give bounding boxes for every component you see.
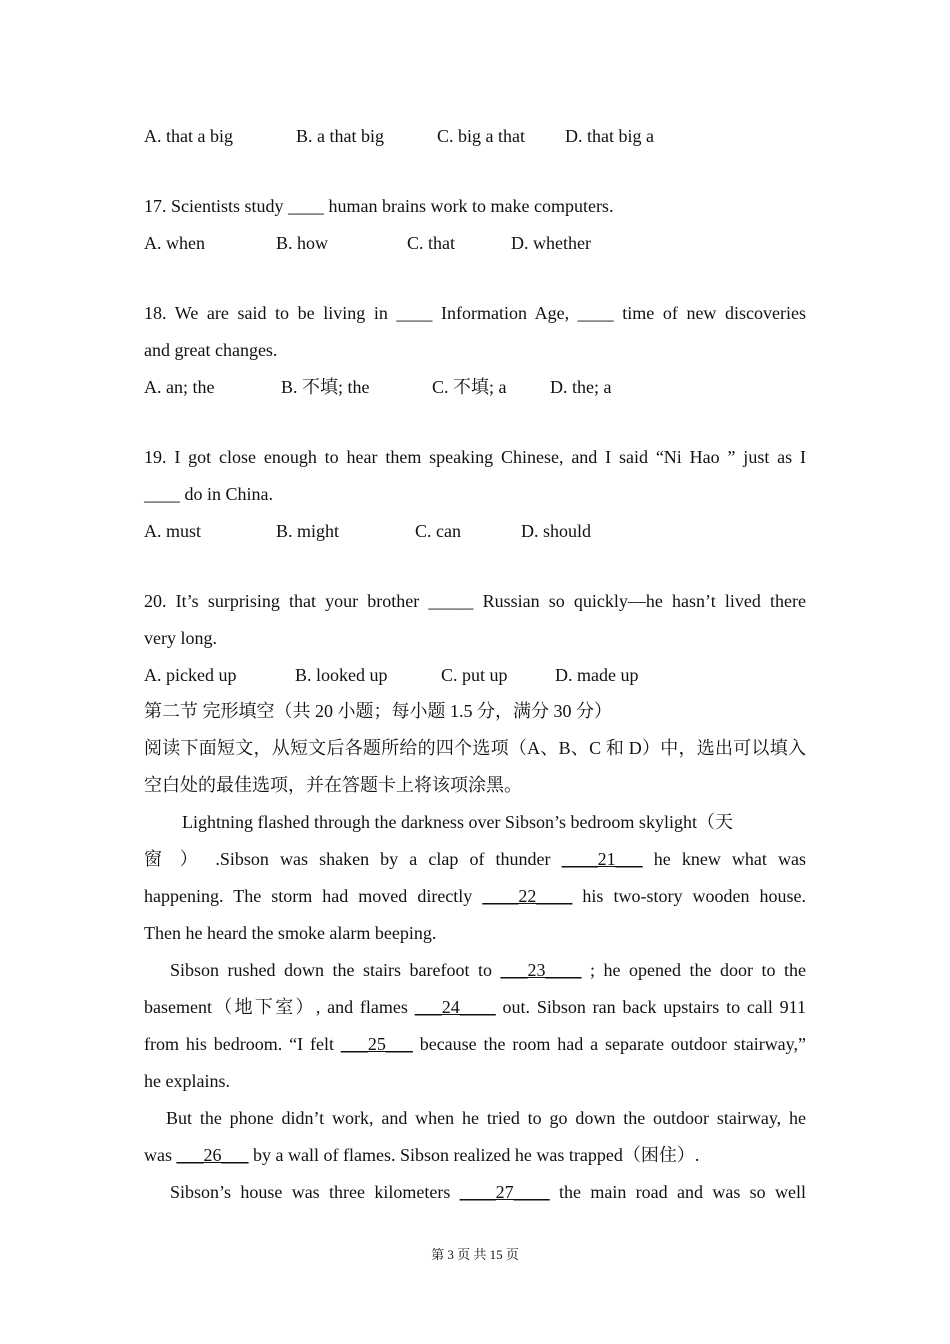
q18-options <box>144 369 806 405</box>
q16-option-c: C. big a that <box>437 126 525 146</box>
q18-option-a: A. an; the <box>144 377 215 397</box>
passage-text: because the room had a separate outdoor stairway,” <box>419 1034 806 1054</box>
blank-27: ____27____ <box>459 1182 550 1202</box>
spacer <box>144 405 806 439</box>
passage-p3-line2 <box>144 1137 806 1174</box>
q20-stem-line1: 20. It’s surprising that your brother _____ Russian so quickly—he hasn’t lived there <box>144 591 806 611</box>
passage-text: from his bedroom. “I felt <box>144 1034 334 1054</box>
q19-option-a: A. must <box>144 521 202 541</box>
passage-text: 窗 ） .Sibson was shaken by a clap of thunder <box>144 849 551 869</box>
q20-option-b: B. looked up <box>295 665 388 685</box>
q19-stem-line2: ____ do in China. <box>144 484 273 504</box>
q16-option-d: D. that big a <box>565 126 654 146</box>
q18-stem-line1: 18. We are said to be living in ____ Information Age, ____ time of new discoveries <box>144 303 806 323</box>
q20-options <box>144 657 806 693</box>
q18-stem-line2: and great changes. <box>144 340 278 360</box>
q19-option-c: C. can <box>415 521 461 541</box>
passage-p4-line1 <box>144 1174 806 1211</box>
q19-option-b: B. might <box>276 521 340 541</box>
blank-21: ____21___ <box>561 849 643 869</box>
passage-p1-line2 <box>144 841 806 878</box>
q17-options <box>144 225 806 261</box>
q19-options <box>144 513 806 549</box>
passage-text: he knew what was <box>653 849 806 869</box>
passage-p2-line2 <box>144 989 806 1026</box>
blank-26: ___26___ <box>176 1145 249 1165</box>
blank-25: ___25___ <box>340 1034 413 1054</box>
passage-text: the main road and was so well <box>559 1182 806 1202</box>
passage-p3-line1: But the phone didn’t work, and when he tried to go down the outdoor stairway, he <box>166 1108 806 1128</box>
q19-stem-line1: 19. I got close enough to hear them speaking Chinese, and I said “Ni Hao ” just as I <box>144 447 806 467</box>
passage-p1-line3 <box>144 878 806 915</box>
q16-option-a: A. that a big <box>144 126 233 146</box>
page-footer: 第 3 页 共 15 页 <box>431 1247 519 1262</box>
passage-p2-line1 <box>144 952 806 989</box>
passage-p1-line1: Lightning flashed through the darkness over Sibson’s bedroom skylight（天 <box>182 812 733 832</box>
blank-22: ____22____ <box>482 886 573 906</box>
section-title: 第二节 完形填空（共 20 小题；每小题 1.5 分，满分 30 分） <box>144 701 612 721</box>
page-content <box>144 118 806 1211</box>
q20-option-d: D. made up <box>555 665 639 685</box>
spacer <box>144 154 806 188</box>
blank-23: ___23____ <box>500 960 582 980</box>
q18-option-d: D. the; a <box>550 377 612 397</box>
blank-24: ___24____ <box>414 997 496 1017</box>
passage-text: by a wall of flames. Sibson realized he was trapped（困住）. <box>253 1145 700 1165</box>
q19-option-d: D. should <box>521 521 592 541</box>
q20-option-c: C. put up <box>441 665 508 685</box>
q17-option-a: A. when <box>144 233 205 253</box>
spacer <box>144 549 806 583</box>
passage-p1-line4: Then he heard the smoke alarm beeping. <box>144 923 437 943</box>
q17-option-b: B. how <box>276 233 329 253</box>
passage-text: was <box>144 1145 172 1165</box>
q17-stem: 17. Scientists study ____ human brains work to make computers. <box>144 196 614 216</box>
passage-text: Sibson’s house was three kilometers <box>170 1182 451 1202</box>
q16-options <box>144 118 806 154</box>
passage-text: out. Sibson ran back upstairs to call 911 <box>502 997 806 1017</box>
q17-option-c: C. that <box>407 233 455 253</box>
passage-p2-line3 <box>144 1026 806 1063</box>
passage-text: his two-story wooden house. <box>582 886 806 906</box>
passage-text: happening. The storm had moved directly <box>144 886 473 906</box>
section-instructions-line1: 阅读下面短文，从短文后各题所给的四个选项（A、B、C 和 D）中，选出可以填入 <box>144 738 806 758</box>
q16-option-b: B. a that big <box>296 126 384 146</box>
q18-option-c: C. 不填; a <box>432 377 507 397</box>
passage-p2-line4: he explains. <box>144 1071 230 1091</box>
q17-option-d: D. whether <box>511 233 591 253</box>
spacer <box>144 261 806 295</box>
passage-text: ; he opened the door to the <box>590 960 806 980</box>
passage-text: Sibson rushed down the stairs barefoot to <box>170 960 492 980</box>
q20-stem-line2: very long. <box>144 628 217 648</box>
passage-text: basement（地下室）, and flames <box>144 997 408 1017</box>
section-instructions-line2: 空白处的最佳选项，并在答题卡上将该项涂黑。 <box>144 775 522 795</box>
q18-option-b: B. 不填; the <box>281 377 370 397</box>
q20-option-a: A. picked up <box>144 665 237 685</box>
